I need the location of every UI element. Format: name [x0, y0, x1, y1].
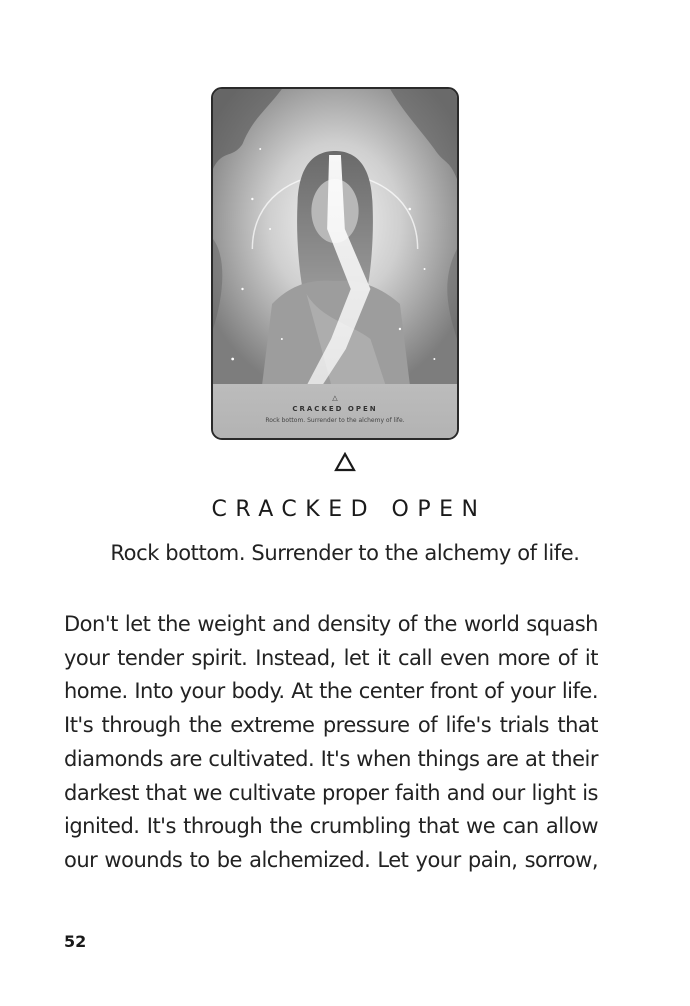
body-line: It's through the extreme pressure of life's trials that	[64, 713, 598, 738]
card-title: CRACKED OPEN	[292, 405, 378, 413]
triangle-outline-icon	[0, 452, 690, 482]
page-title: CRACKED OPEN	[211, 497, 487, 522]
body-line: your tender spirit. Instead, let it call even more of it	[64, 645, 598, 670]
body-paragraph	[64, 608, 598, 878]
page-number: 52	[64, 932, 87, 951]
oracle-card-image	[211, 87, 459, 440]
card-caption	[213, 384, 457, 438]
body-line: darkest that we cultivate proper faith and our light is	[64, 780, 598, 805]
page-subtitle: Rock bottom. Surrender to the alchemy of life.	[110, 541, 580, 565]
card-subtitle: Rock bottom. Surrender to the alchemy of life.	[265, 417, 405, 424]
body-line: ignited. It's through the crumbling that we can allow	[64, 814, 598, 839]
body-line: diamonds are cultivated. It's when things are at their	[64, 746, 598, 771]
body-line: our wounds to be alchemized. Let your pain, sorrow,	[64, 847, 598, 872]
body-line: Don't let the weight and density of the world squash	[64, 612, 598, 636]
card-triangle-icon: △	[332, 394, 338, 402]
card-artwork	[213, 89, 457, 384]
body-line: home. Into your body. At the center front of your life.	[64, 679, 598, 704]
